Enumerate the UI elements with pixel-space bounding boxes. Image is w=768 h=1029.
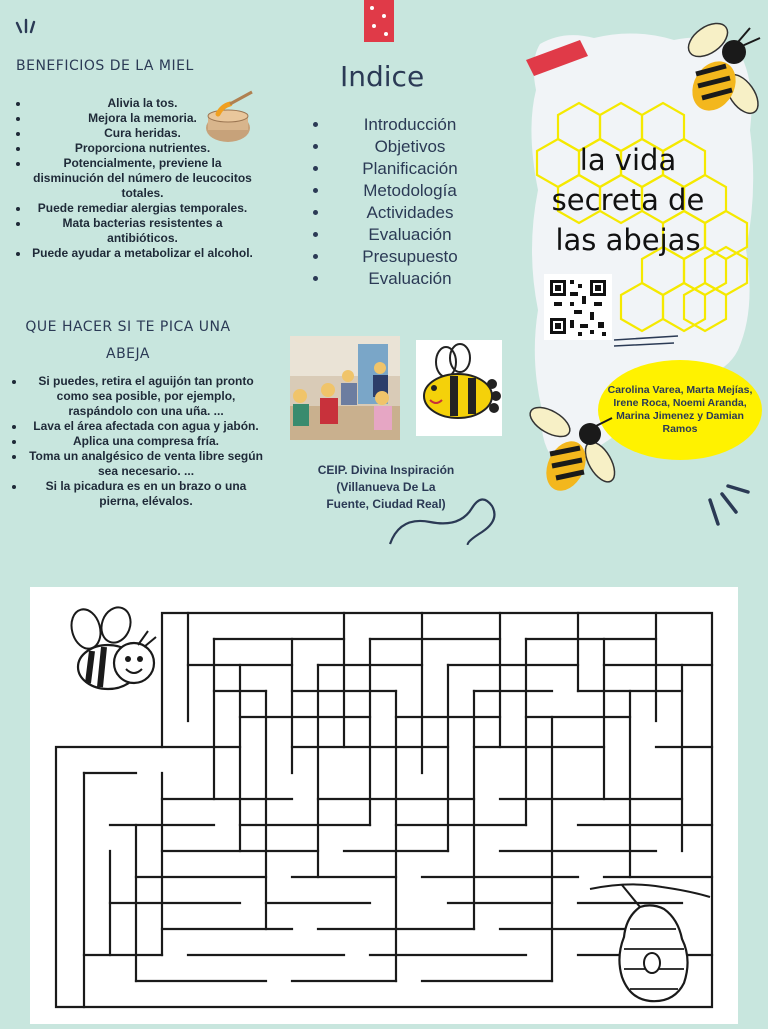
school-line: CEIP. Divina Inspiración — [317, 463, 455, 477]
bee-icon — [520, 400, 626, 504]
benefits-list — [10, 96, 255, 261]
list-item: • Proporciona nutrientes. — [30, 141, 255, 156]
tape-decoration — [362, 0, 396, 46]
list-item: • Mata bacterias resistentes a antibióticos. — [30, 216, 255, 246]
list-item: • Potencialmente, previene la disminución del número de leucocitos totales. — [30, 156, 255, 201]
index-item: • Presupuesto — [330, 246, 490, 268]
index-item: • Objetivos — [330, 136, 490, 158]
cover-title-line: la vida — [579, 143, 677, 177]
accent-marks-icon — [14, 18, 40, 38]
school-line: (Villanueva De La — [336, 480, 436, 494]
authors-badge: Carolina Varea, Marta Mejías, Irene Roca, Noemi Aranda, Marina Jimenez y Damian Ramos — [598, 360, 762, 460]
list-item: • Puede remediar alergias temporales. — [30, 201, 255, 216]
benefits-title: BENEFICIOS DE LA MIEL — [16, 58, 194, 74]
list-item: • Puede ayudar a metabolizar el alcohol. — [30, 246, 255, 261]
cover-title-line: las abejas — [555, 223, 701, 257]
list-item: • Alivia la tos. — [30, 96, 255, 111]
bee-drawing — [416, 340, 502, 436]
cover-title-line: secreta de — [551, 183, 705, 217]
classroom-photo — [290, 336, 400, 440]
qr-code[interactable] — [544, 274, 612, 340]
left-panel — [0, 0, 262, 545]
swirl-decoration — [386, 488, 506, 545]
list-item: • Si puedes, retira el aguijón tan pronto como sea posible, por ejemplo, raspándolo con una uña. ... — [26, 374, 266, 419]
sting-list — [6, 374, 266, 509]
list-item: • Toma un analgésico de venta libre según sea necesario. ... — [26, 449, 266, 479]
accent-marks-icon — [704, 478, 754, 528]
index-item: • Metodología — [330, 180, 490, 202]
school-line: Fuente, Ciudad Real) — [326, 497, 446, 511]
index-item: • Planificación — [330, 158, 490, 180]
tape-decoration — [522, 38, 592, 78]
index-item: • Introducción — [330, 114, 490, 136]
list-item: • Cura heridas. — [30, 126, 255, 141]
index-item: • Evaluación — [330, 268, 490, 290]
list-item: • Lava el área afectada con agua y jabón. — [26, 419, 266, 434]
sting-title-line: QUE HACER SI TE PICA UNA — [25, 319, 231, 335]
maze-panel — [30, 587, 738, 1024]
cover-title — [528, 140, 728, 260]
middle-panel — [262, 0, 508, 545]
bee-icon — [668, 14, 768, 124]
bee-icon — [67, 603, 156, 689]
right-panel — [508, 0, 768, 545]
maze[interactable] — [30, 587, 738, 1024]
line-decoration — [612, 334, 682, 350]
index-list — [312, 114, 490, 290]
sting-title — [8, 314, 248, 368]
list-item: • Aplica una compresa fría. — [26, 434, 266, 449]
list-item: • Si la picadura es en un brazo o una pierna, elévalos. — [26, 479, 266, 509]
sting-title-line: ABEJA — [106, 346, 150, 362]
index-title: Indice — [340, 60, 425, 93]
index-item: • Evaluación — [330, 224, 490, 246]
list-item: • Mejora la memoria. — [30, 111, 255, 126]
index-item: • Actividades — [330, 202, 490, 224]
